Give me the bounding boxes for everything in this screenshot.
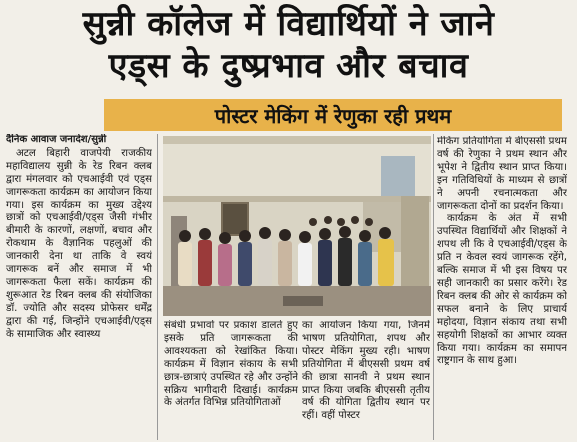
column-2-paragraph: संबंधी प्रभावों पर प्रकाश डालते हुए इसके प्रति जागरूकता की आवश्यकता को रेखांकित किया। कार्यक्रम में विज्ञान संकाय के सभी छात्र-छात्राएं उपस्थित रहे और उन्होंने सक्रिय भागीदारी दिखाई। कार्यक्रम के अंतर्गत विभिन्न प्रतियोगिताओं (164, 320, 298, 409)
column-3-paragraph: का आयोजन किया गया, जिनमें भाषण प्रतियोगिता, शपथ और पोस्टर मेकिंग मुख्य रही। भाषण प्रतियोगिता में बीएससी प्रथम वर्ष की छात्रा सानवी ने प्रथम स्थान प्राप्त किया जबकि बीएससी तृतीय वर्ष की योगिता द्वितीय स्थान पर रहीं। वहीं पोस्टर (302, 320, 430, 422)
headline-line-1: सुन्नी कॉलेज में विद्यार्थियों ने जाने (82, 4, 495, 44)
article-column-3 (302, 320, 430, 440)
column-divider-2 (433, 134, 434, 440)
headline-line-2: एड्स के दुष्प्रभाव और बचाव (108, 46, 469, 86)
column-4-paragraph-1: मेकिंग प्रतियोगिता में बीएससी प्रथम वर्ष की रेणुका ने प्रथम स्थान और भूपेश ने द्वितीय स्थान प्राप्त किया। इन गतिविधियों के माध्यम से छात्रों ने अपनी रचनात्मकता और जागरूकता दोनों का प्रदर्शन किया। (437, 136, 567, 212)
article-column-2 (164, 320, 298, 440)
event-photo (163, 136, 431, 316)
subheadline-banner: पोस्टर मेकिंग में रेणुका रही प्रथम (104, 99, 562, 131)
column-4-paragraph-2: कार्यक्रम के अंत में सभी उपस्थित विद्यार्थियों और शिक्षकों ने शपथ ली कि वे एचआईवी/एड्स के प्रति न केवल स्वयं जागरूक रहेंगे, बल्कि समाज में भी इस विषय पर सही जानकारी का प्रसार करेंगे। रेड रिबन क्लब की ओर से कार्यक्रम को सफल बनाने के लिए प्राचार्य महोदया, विज्ञान संकाय तथा सभी सहयोगी शिक्षकों का आभार व्यक्त किया गया। कार्यक्रम का समापन राष्ट्रगान के साथ हुआ। (437, 213, 567, 367)
article-column-4 (437, 136, 567, 440)
article-column-1 (6, 134, 152, 440)
column-divider-1 (157, 134, 158, 440)
dateline: दैनिक आवाज जनादेश/सुन्नी (6, 134, 107, 145)
column-1-paragraph: अटल बिहारी वाजपेयी राजकीय महाविद्यालय सुन्नी के रेड रिबन क्लब द्वारा मंगलवार को एचआईवी एवं एड्स जागरूकता कार्यक्रम का आयोजन किया गया। इस कार्यक्रम का मुख्य उद्देश्य छात्रों को एचआईवी/एड्स जैसी गंभीर बीमारी के कारणों, लक्षणों, बचाव और रोकथाम के वैज्ञानिक पहलुओं की जानकारी देना था ताकि वे स्वयं जागरूक बनें और समाज में भी जागरूकता फैला सकें। कार्यक्रम की शुरूआत रेड रिबन क्लब की संयोजिका डॉ. ज्योति और सदस्य प्रोफेसर धर्मेंद्र द्वारा की गई, जिन्होंने एचआईवी/एड्स के सामाजिक और स्वास्थ्य (6, 147, 152, 340)
